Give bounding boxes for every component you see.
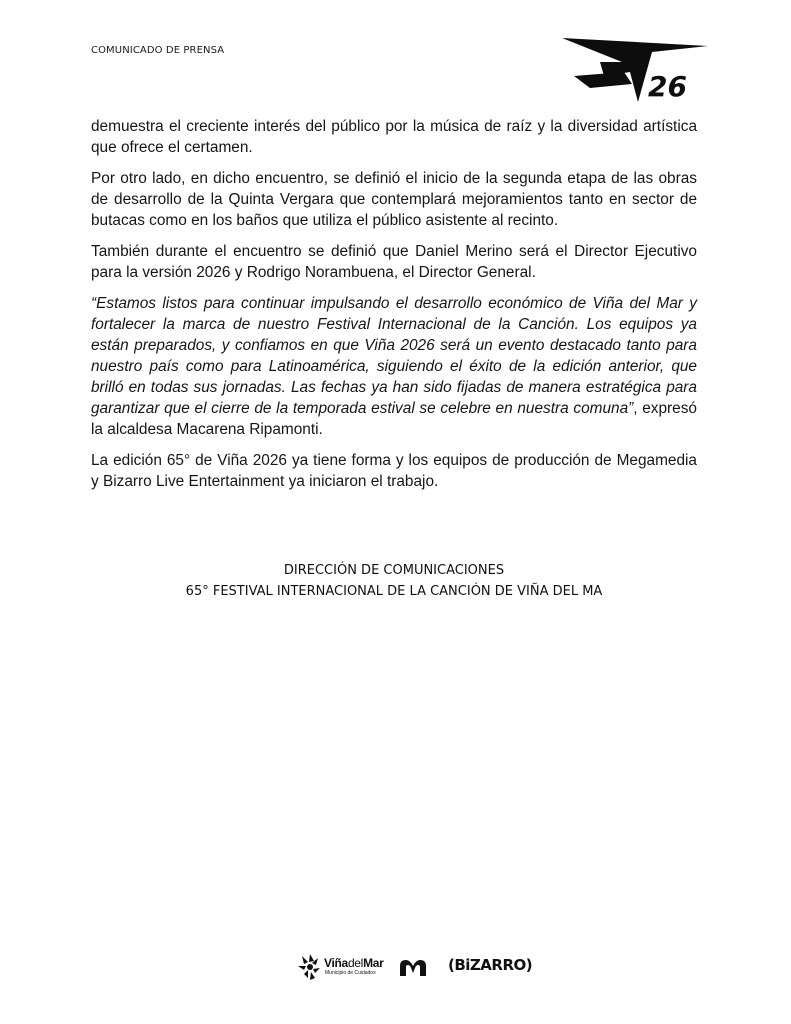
vina-del-mar-logo bbox=[296, 952, 386, 984]
document-header-label: COMUNICADO DE PRENSA bbox=[91, 45, 225, 56]
paragraph-5: La edición 65° de Viña 2026 ya tiene forma y los equipos de producción de Megamedia y Bizarro Live Entertainment ya iniciaron el trabajo. bbox=[91, 452, 697, 490]
quote-attribution: , expresó la alcaldesa Macarena Ripamonti. bbox=[91, 400, 697, 438]
bizarro-logo: (BiZARRO) bbox=[448, 956, 533, 974]
mega-logo-icon bbox=[398, 958, 428, 978]
paragraph-4-quote bbox=[91, 293, 697, 440]
signature-block bbox=[91, 560, 697, 602]
signature-line-2: 65° FESTIVAL INTERNACIONAL DE LA CANCIÓN DE VIÑA DEL MA bbox=[185, 584, 603, 599]
vina-name: ViñadelMar bbox=[324, 956, 384, 970]
logo-wing-lower bbox=[574, 72, 632, 88]
mayor-quote: “Estamos listos para continuar impulsando el desarrollo económico de Viña del Mar y fortalecer la marca de nuestro Festival Internacional de la Canción. Los equipos ya están preparados, y confiamos en que Viña 2026 será un evento destacado tanto para nuestro país como para Latinoamérica, siguiendo el éxito de la edición anterior, que brilló en todas sus jornadas. Las fechas ya han sido fijadas de manera estratégica para garantizar que el cierre de la temporada estival se celebre en nuestra comuna” bbox=[91, 295, 697, 417]
press-release-body bbox=[91, 116, 697, 502]
vina-subtitle: Municipio de Cuidados bbox=[325, 970, 376, 976]
vina-star-icon bbox=[296, 952, 324, 984]
festival-26-logo-icon bbox=[560, 32, 710, 110]
paragraph-2: Por otro lado, en dicho encuentro, se definió el inicio de la segunda etapa de las obras de desarrollo de la Quinta Vergara que contemplará mejoramientos tanto en sector de butacas como en los baños que utiliza el público asistente al recinto. bbox=[91, 170, 697, 229]
sponsor-logos bbox=[296, 948, 533, 988]
signature-line-1: DIRECCIÓN DE COMUNICACIONES bbox=[283, 563, 505, 578]
paragraph-3: También durante el encuentro se definió que Daniel Merino será el Director Ejecutivo para la versión 2026 y Rodrigo Norambuena, el Director General. bbox=[91, 243, 697, 281]
paragraph-1: demuestra el creciente interés del público por la música de raíz y la diversidad artística que ofrece el certamen. bbox=[91, 118, 697, 156]
logo-26-text: 26 bbox=[648, 70, 687, 103]
